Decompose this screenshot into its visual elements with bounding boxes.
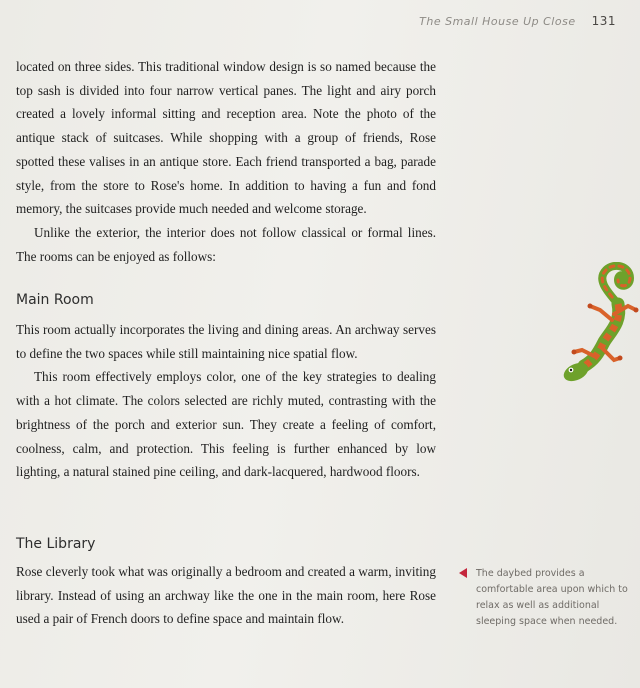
main-room-section: [16, 318, 436, 484]
photo-caption: The daybed provides a comfortable area upon which to relax as well as additional sleeping space when needed.: [476, 568, 628, 627]
main-room-paragraph-2: This room effectively employs color, one of the key strategies to dealing with a hot climate. The colors selected are richly muted, contrasting with the brightness of the porch and exterior sun. They create a feeling of comfort, coolness, calm, and protection. This feeling is further enhanced by low lighting, a natural stained pine ceiling, and dark-lacquered, hardwood floors.: [16, 369, 436, 480]
main-room-heading: Main Room: [16, 292, 94, 308]
main-room-paragraph-1: This room actually incorporates the living and dining areas. An archway serves to define the two spaces while still maintaining nice spatial flow.: [16, 322, 436, 361]
library-section: [16, 560, 436, 631]
running-title: The Small House Up Close: [419, 15, 576, 28]
intro-section: [16, 55, 436, 268]
library-paragraph-1: Rose cleverly took what was originally a bedroom and created a warm, inviting library. Instead of using an archway like the one in the main room, here Rose used a pair of French doors to define space and maintain flow.: [16, 564, 436, 627]
gecko-illustration-icon: [548, 262, 640, 396]
intro-paragraph-2: Unlike the exterior, the interior does not follow classical or formal lines. The rooms can be enjoyed as follows:: [16, 224, 436, 264]
running-header: [419, 14, 616, 28]
library-heading: The Library: [16, 536, 96, 552]
caption-pointer-icon: [459, 568, 467, 578]
page-number: 131: [591, 14, 616, 28]
intro-paragraph-1: located on three sides. This traditional window design is so named because the top sash is divided into four narrow vertical panes. The light and airy porch created a lovely informal sitting and reception area. Note the photo of the antique stack of suitcases. While shopping with a group of friends, Rose spotted these valises in an antique store. Each friend transported a bag, parade style, from the store to Rose's home. In addition to having a fun and fond memory, the suitcases provide much needed and welcome storage.: [16, 59, 436, 217]
